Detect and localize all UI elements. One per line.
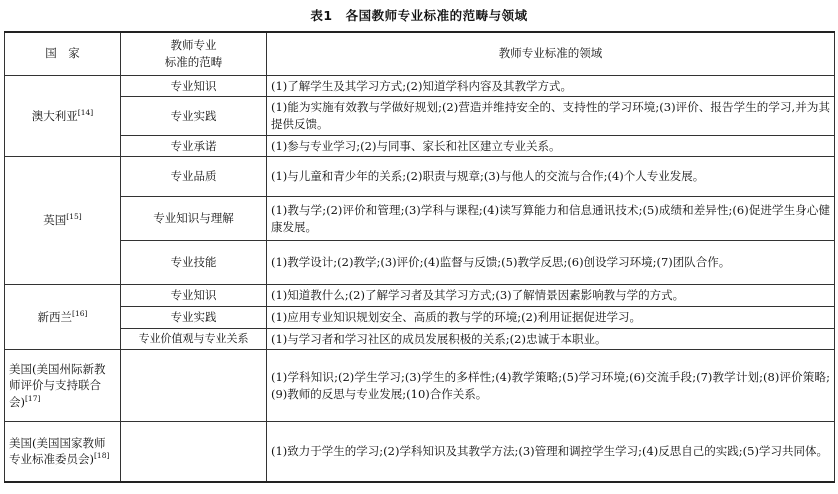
country-cell bbox=[5, 75, 121, 157]
scope-cell: 专业价值观与专业关系 bbox=[121, 328, 267, 350]
standards-table bbox=[4, 31, 835, 483]
domain-cell: (1)了解学生及其学习方式;(2)知道学科内容及其教学方式。 bbox=[267, 75, 835, 97]
header-country: 国 家 bbox=[5, 32, 121, 75]
table-row bbox=[5, 285, 835, 307]
scope-cell: 专业知识 bbox=[121, 285, 267, 307]
country-cell bbox=[5, 350, 121, 422]
header-scope bbox=[121, 32, 267, 75]
country-cell bbox=[5, 285, 121, 350]
table-row bbox=[5, 328, 835, 350]
country-name: 美国(美国州际新教师评价与支持联合会) bbox=[9, 361, 106, 410]
table-row bbox=[5, 241, 835, 285]
table-row bbox=[5, 75, 835, 97]
scope-cell: 专业承诺 bbox=[121, 135, 267, 157]
scope-cell: 专业品质 bbox=[121, 157, 267, 197]
domain-cell: (1)参与专业学习;(2)与同事、家长和社区建立专业关系。 bbox=[267, 135, 835, 157]
table-row bbox=[5, 135, 835, 157]
country-name: 新西兰 bbox=[37, 309, 73, 324]
reference-mark: [16] bbox=[72, 309, 88, 319]
domain-cell: (1)能为实施有效教与学做好规划;(2)营造并维持安全的、支持性的学习环境;(3)评价、报告学生的学习,并为其提供反馈。 bbox=[267, 97, 835, 135]
country-name: 澳大利亚 bbox=[31, 108, 78, 123]
domain-cell: (1)学科知识;(2)学生学习;(3)学生的多样性;(4)教学策略;(5)学习环境;(6)交流手段;(7)教学计划;(8)评价策略;(9)教师的反思与专业发展;(10)合作关系。 bbox=[267, 350, 835, 422]
reference-mark: [17] bbox=[25, 394, 41, 404]
reference-mark: [15] bbox=[66, 212, 82, 222]
table-row bbox=[5, 197, 835, 241]
scope-cell bbox=[121, 422, 267, 482]
reference-mark: [18] bbox=[94, 451, 110, 461]
reference-mark: [14] bbox=[77, 107, 94, 117]
scope-cell bbox=[121, 350, 267, 422]
domain-cell: (1)致力于学生的学习;(2)学科知识及其教学方法;(3)管理和调控学生学习;(4)反思自己的实践;(5)学习共同体。 bbox=[267, 422, 835, 482]
country-cell bbox=[5, 157, 121, 285]
table-row bbox=[5, 157, 835, 197]
table-row bbox=[5, 350, 835, 422]
scope-cell: 专业实践 bbox=[121, 97, 267, 135]
scope-cell: 专业知识与理解 bbox=[121, 197, 267, 241]
domain-cell: (1)知道教什么;(2)了解学习者及其学习方式;(3)了解情景因素影响教与学的方式。 bbox=[267, 285, 835, 307]
domain-cell: (1)与学习者和学习社区的成员发展积极的关系;(2)忠诚于本职业。 bbox=[267, 328, 835, 350]
header-scope-line1: 教师专业 bbox=[170, 38, 217, 53]
country-name: 英国 bbox=[43, 213, 67, 228]
domain-cell: (1)教学设计;(2)教学;(3)评价;(4)监督与反馈;(5)教学反思;(6)创设学习环境;(7)团队合作。 bbox=[267, 241, 835, 285]
table-caption: 表1 各国教师专业标准的范畴与领域 bbox=[310, 8, 528, 23]
table-row bbox=[5, 97, 835, 135]
domain-cell: (1)与儿童和青少年的关系;(2)职责与规章;(3)与他人的交流与合作;(4)个人专业发展。 bbox=[267, 157, 835, 197]
domain-cell: (1)应用专业知识规划安全、高质的教与学的环境;(2)利用证据促进学习。 bbox=[267, 306, 835, 328]
scope-cell: 专业知识 bbox=[121, 75, 267, 97]
header-scope-line2: 标准的范畴 bbox=[164, 54, 223, 69]
country-name: 美国(美国国家教师专业标准委员会) bbox=[9, 435, 106, 467]
scope-cell: 专业实践 bbox=[121, 306, 267, 328]
table-row bbox=[5, 306, 835, 328]
scope-cell: 专业技能 bbox=[121, 241, 267, 285]
domain-cell: (1)教与学;(2)评价和管理;(3)学科与课程;(4)读写算能力和信息通讯技术;(5)成绩和差异性;(6)促进学生身心健康发展。 bbox=[267, 197, 835, 241]
header-domain: 教师专业标准的领域 bbox=[267, 32, 835, 75]
country-cell bbox=[5, 422, 121, 482]
table-row bbox=[5, 422, 835, 482]
